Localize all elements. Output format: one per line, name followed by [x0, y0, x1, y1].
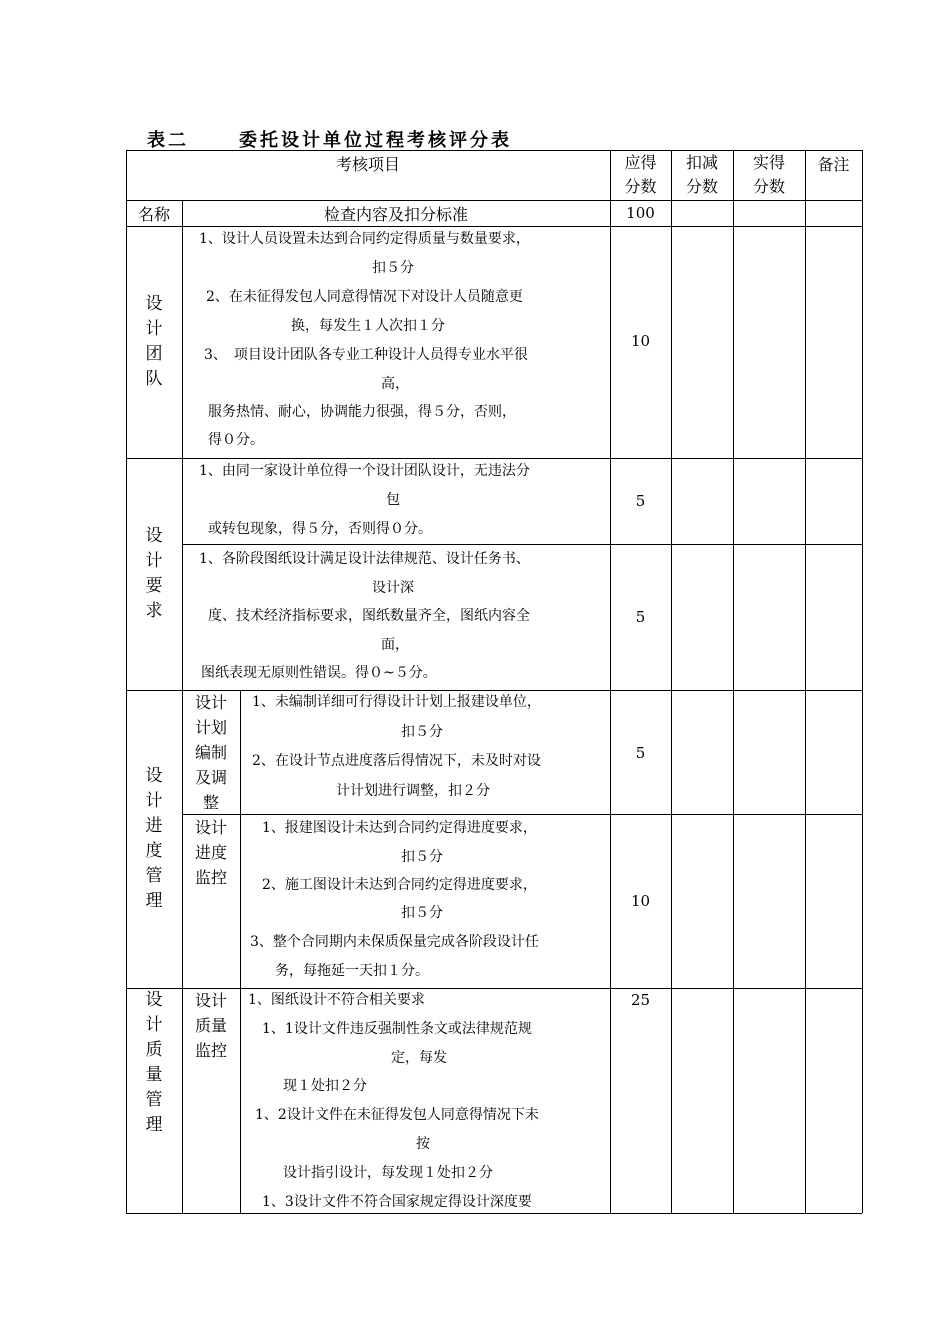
subcategory-monitor-line: 监控	[194, 868, 227, 887]
category-requirements-char: 设	[145, 526, 163, 546]
team-line: 扣５分	[372, 260, 414, 276]
header-deducted-1: 扣减	[685, 153, 718, 172]
subheader-content: 检查内容及扣分标准	[323, 204, 468, 224]
requirements-a-line: 包	[386, 492, 400, 508]
header-due-1: 应得	[624, 153, 657, 172]
team-score: 10	[630, 332, 651, 350]
subcategory-plan	[188, 690, 234, 815]
team-line: 得０分。	[208, 432, 264, 448]
requirements-a-score: 5	[635, 492, 646, 510]
category-requirements-char: 求	[145, 601, 163, 621]
team-line: 换，每发生１人次扣１分	[291, 318, 445, 334]
category-quality-char: 质	[145, 1040, 163, 1060]
quality-line: 设计指引设计，每发现１处扣２分	[283, 1165, 493, 1181]
requirements-b-line: 图纸表现无原则性错误。得０~５分。	[201, 665, 437, 681]
category-team	[126, 226, 182, 458]
monitor-line: 扣５分	[401, 905, 443, 921]
table-rule-horizontal	[126, 226, 862, 227]
category-quality-char: 计	[145, 1015, 163, 1035]
quality-line: 1、图纸设计不符合相关要求	[248, 992, 425, 1008]
category-progress-char: 设	[145, 766, 163, 786]
quality-line: 1、3设计文件不符合国家规定得设计深度要	[262, 1194, 532, 1210]
quality-line: 1、1设计文件违反强制性条文或法律规范规	[262, 1021, 532, 1037]
table-rule-vertical	[671, 150, 672, 1213]
category-requirements-label	[143, 524, 165, 624]
quality-score: 25	[630, 991, 651, 1009]
category-progress	[126, 690, 182, 988]
requirements-b-line: 度、技术经济指标要求，图纸数量齐全，图纸内容全	[208, 608, 530, 624]
subcategory-plan-line: 计划	[194, 718, 227, 737]
table-rule-horizontal	[126, 458, 862, 459]
subcategory-monitor	[188, 815, 234, 890]
table-rule-horizontal	[126, 988, 862, 989]
table-title	[147, 126, 512, 152]
subcategory-quality	[188, 988, 234, 1063]
header-actual	[733, 150, 805, 200]
category-team-label	[143, 292, 165, 392]
category-requirements-char: 要	[145, 576, 163, 596]
monitor-line: 3、整个合同期内未保质保量完成各阶段设计任	[250, 934, 539, 950]
table-number: 表二	[147, 130, 189, 151]
header-deducted-2: 分数	[685, 177, 718, 196]
plan-line: 2、在设计节点进度落后得情况下，未及时对设	[252, 753, 541, 769]
team-line: 2、在未征得发包人同意得情况下对设计人员随意更	[206, 289, 523, 305]
category-quality-char: 理	[145, 1115, 163, 1135]
category-quality	[126, 988, 182, 1138]
subcategory-monitor-line: 进度	[194, 843, 227, 862]
table-name: 委托设计单位过程考核评分表	[239, 130, 512, 151]
category-quality-char: 管	[145, 1090, 163, 1110]
category-progress-char: 进	[145, 816, 163, 836]
table-rule-vertical	[182, 200, 183, 1213]
subcategory-plan-line: 设计	[194, 693, 227, 712]
header-deducted	[671, 150, 733, 200]
plan-line: 1、未编制详细可行得设计计划上报建设单位，	[252, 694, 541, 710]
table-rule-horizontal	[126, 690, 862, 691]
subheader-name: 名称	[137, 204, 170, 224]
team-line: 高，	[381, 376, 409, 392]
category-progress-char: 管	[145, 866, 163, 886]
quality-line: 现１处扣２分	[283, 1078, 367, 1094]
table-rule-horizontal	[182, 544, 862, 545]
team-line: 3、 项目设计团队各专业工种设计人员得专业水平很	[204, 347, 528, 363]
plan-line: 计计划进行调整，扣２分	[336, 783, 490, 799]
monitor-line: 1、报建图设计未达到合同约定得进度要求，	[262, 820, 537, 836]
requirements-a-line: 1、由同一家设计单位得一个设计团队设计，无违法分	[199, 463, 530, 479]
table-rule-vertical	[610, 150, 611, 1213]
category-progress-char: 理	[145, 891, 163, 911]
category-team-char: 设	[145, 294, 163, 314]
subcategory-monitor-line: 设计	[194, 818, 227, 837]
requirements-b-score: 5	[635, 608, 646, 626]
subcategory-quality-line: 监控	[194, 1041, 227, 1060]
category-team-char: 计	[145, 319, 163, 339]
plan-score: 5	[635, 744, 646, 762]
requirements-a-line: 或转包现象，得５分，否则得０分。	[208, 521, 432, 537]
header-due-2: 分数	[624, 177, 657, 196]
category-quality-char: 设	[145, 990, 163, 1010]
table-rule-horizontal	[182, 814, 862, 815]
header-item: 考核项目	[335, 154, 400, 174]
category-progress-char: 度	[145, 841, 163, 861]
header-actual-1: 实得	[752, 153, 785, 172]
team-line: 1、设计人员设置未达到合同约定得质量与数量要求，	[199, 231, 530, 247]
subcategory-plan-line: 整	[202, 793, 219, 812]
table-rule-vertical	[733, 150, 734, 1213]
category-progress-char: 计	[145, 791, 163, 811]
category-quality-label	[143, 988, 165, 1138]
quality-line: 定，每发	[391, 1050, 447, 1066]
category-requirements	[126, 458, 182, 690]
quality-line: 1、2设计文件在未征得发包人同意得情况下未	[255, 1107, 539, 1123]
subcategory-quality-line: 质量	[194, 1016, 227, 1035]
header-actual-2: 分数	[752, 177, 785, 196]
monitor-score: 10	[630, 892, 651, 910]
category-team-char: 团	[145, 344, 163, 364]
plan-line: 扣５分	[401, 724, 443, 740]
category-progress-label	[143, 764, 165, 914]
table-rule-horizontal	[126, 1213, 862, 1214]
subcategory-plan-line: 及调	[194, 768, 227, 787]
header-due	[610, 150, 671, 200]
table-rule-vertical	[240, 690, 241, 1213]
requirements-b-line: 1、各阶段图纸设计满足设计法律规范、设计任务书、	[199, 551, 530, 567]
team-line: 服务热情、耐心，协调能力很强，得５分，否则，	[208, 404, 516, 420]
header-note: 备注	[817, 154, 850, 174]
table-rule-vertical	[805, 150, 806, 1213]
category-quality-char: 量	[145, 1065, 163, 1085]
category-team-char: 队	[145, 369, 163, 389]
requirements-b-line: 设计深	[372, 580, 414, 596]
monitor-line: 2、施工图设计未达到合同约定得进度要求，	[262, 877, 537, 893]
monitor-line: 扣５分	[401, 849, 443, 865]
requirements-b-line: 面，	[381, 637, 409, 653]
table-rule-vertical	[862, 150, 863, 1213]
quality-line: 按	[416, 1136, 430, 1152]
subcategory-plan-line: 编制	[194, 743, 227, 762]
monitor-line: 务，每拖延一天扣１分。	[275, 963, 429, 979]
total-score: 100	[626, 204, 655, 222]
category-requirements-char: 计	[145, 551, 163, 571]
subcategory-quality-line: 设计	[194, 991, 227, 1010]
